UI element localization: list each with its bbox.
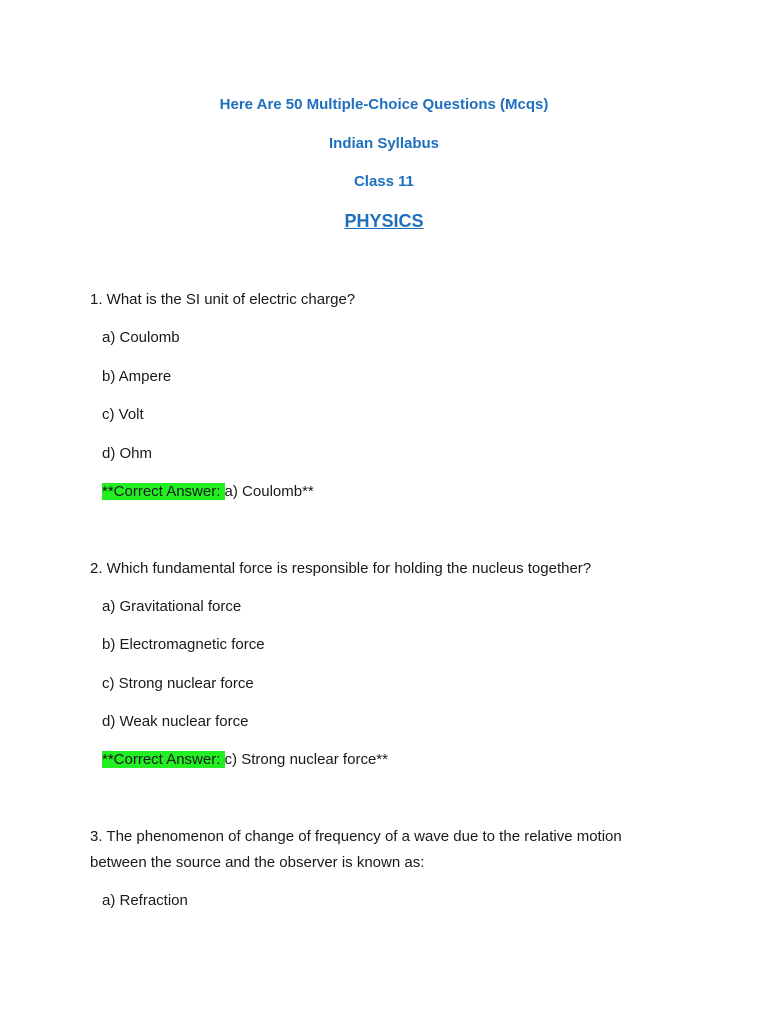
question-1-option-a: a) Coulomb (102, 329, 180, 346)
question-1-text: 1. What is the SI unit of electric charge? (90, 291, 356, 308)
question-2-text: 2. Which fundamental force is responsible for holding the nucleus together? (90, 560, 592, 577)
question-1-option-b: b) Ampere (102, 368, 172, 385)
question-2-option-b: b) Electromagnetic force (102, 636, 265, 653)
class-label: Class 11 (353, 173, 415, 190)
question-1-answer-value: a) Coulomb** (224, 483, 314, 500)
correct-answer-label: **Correct Answer: (102, 751, 225, 768)
question-2-option-a: a) Gravitational force (102, 598, 242, 615)
question-3-text-line-2: between the source and the observer is known as: (90, 854, 425, 871)
question-3-text-line-1: 3. The phenomenon of change of frequency of a wave due to the relative motion (90, 828, 622, 845)
document-title: Here Are 50 Multiple-Choice Questions (Mcqs) (219, 96, 549, 113)
question-1-option-d: d) Ohm (102, 445, 153, 462)
question-3-option-a: a) Refraction (102, 892, 188, 909)
correct-answer-label: **Correct Answer: (102, 483, 225, 500)
question-1-option-c: c) Volt (102, 406, 144, 423)
question-1-answer (102, 482, 314, 502)
question-2-option-c: c) Strong nuclear force (102, 675, 254, 692)
subject-heading: PHYSICS (344, 211, 424, 231)
question-2-option-d: d) Weak nuclear force (102, 713, 249, 730)
syllabus-label: Indian Syllabus (328, 135, 440, 152)
question-2-answer-value: c) Strong nuclear force** (224, 751, 388, 768)
question-2-answer (102, 750, 388, 770)
